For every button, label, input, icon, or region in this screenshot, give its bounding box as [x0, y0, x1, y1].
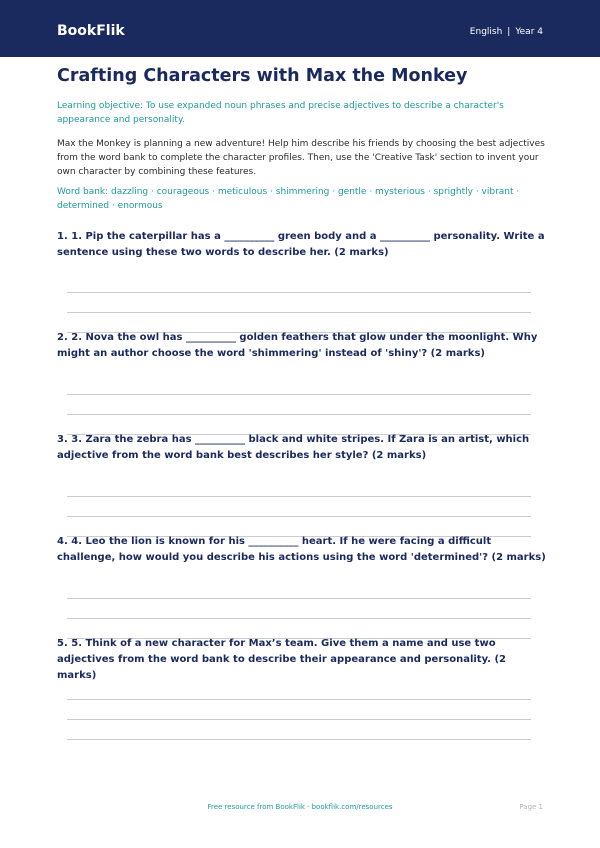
subject-year-label — [470, 27, 543, 37]
footer-credit[interactable]: Free resource from BookFlik · bookflik.com/resources — [207, 803, 393, 811]
answer-line[interactable] — [67, 312, 531, 313]
question-5: 5. 5. Think of a new character for Max’s team. Give them a name and use two adjectives from the word bank to describe their appearance and personality. (2 marks) — [57, 638, 506, 681]
intro-paragraph: Max the Monkey is planning a new adventure! Help him describe his friends by choosing the best adjectives from the word bank to complete the character profiles. Then, use the 'Creative Task' section to invent your own character by combining these features. — [57, 139, 545, 177]
header-bar — [0, 0, 600, 57]
answer-line[interactable] — [67, 516, 531, 517]
answer-line[interactable] — [67, 719, 531, 720]
question-4: 4. 4. Leo the lion is known for his __________ heart. If he were facing a difficult challenge, how would you describe his actions using the word 'determined'? (2 marks) — [57, 536, 546, 563]
brand-logo-text[interactable]: BookFlik — [57, 23, 125, 39]
page-number: Page 1 — [519, 803, 543, 811]
separator: | — [507, 27, 511, 37]
page-title: Crafting Characters with Max the Monkey — [57, 66, 468, 86]
answer-line[interactable] — [67, 699, 531, 700]
answer-line[interactable] — [67, 292, 531, 293]
answer-line[interactable] — [67, 618, 531, 619]
answer-line[interactable] — [67, 598, 531, 599]
word-bank: Word bank: dazzling · courageous · meticulous · shimmering · gentle · mysterious · sprightly · vibrant · determined · enormous — [57, 187, 520, 211]
answer-line[interactable] — [67, 414, 531, 415]
year-label: Year 4 — [515, 27, 543, 37]
subject-label: English — [469, 27, 503, 37]
answer-line[interactable] — [67, 739, 531, 740]
answer-line[interactable] — [67, 496, 531, 497]
answer-line[interactable] — [67, 394, 531, 395]
question-3: 3. 3. Zara the zebra has __________ black and white stripes. If Zara is an artist, which adjective from the word bank best describes her style? (2 marks) — [57, 434, 530, 461]
question-2: 2. 2. Nova the owl has __________ golden feathers that glow under the moonlight. Why might an author choose the word 'shimmering' instead of 'shiny'? (2 marks) — [57, 332, 538, 359]
question-1: 1. 1. Pip the caterpillar has a __________ green body and a __________ personality. Write a sentence using these two words to describe her. (2 marks) — [57, 231, 545, 258]
learning-objective: Learning objective: To use expanded noun phrases and precise adjectives to describe a character's appearance and personality. — [57, 101, 504, 125]
